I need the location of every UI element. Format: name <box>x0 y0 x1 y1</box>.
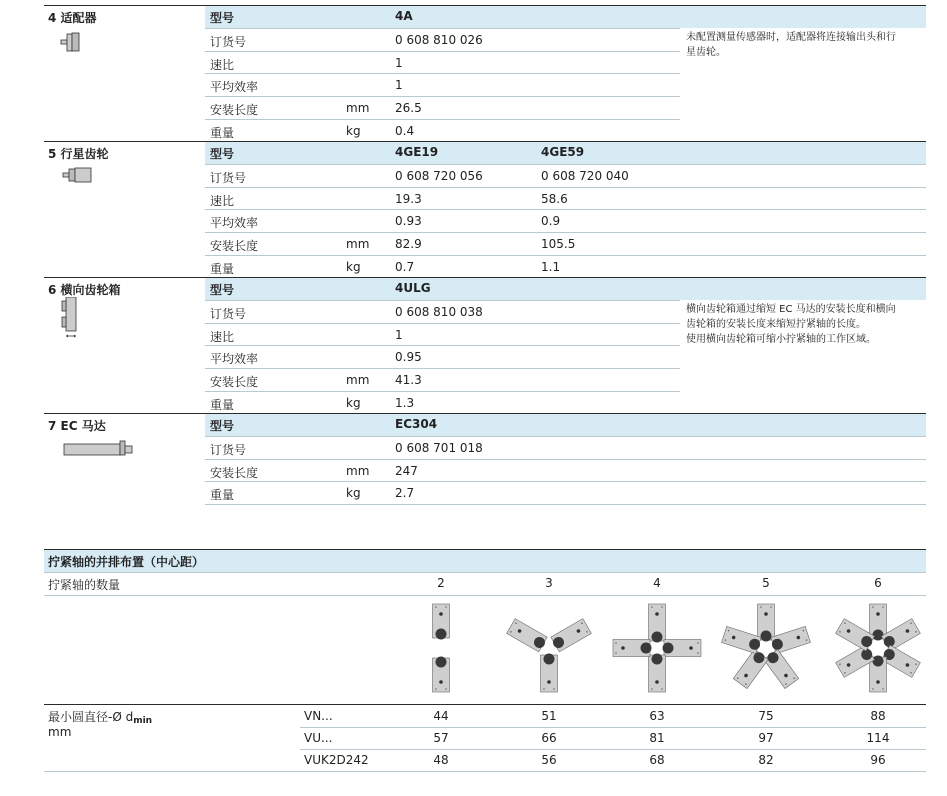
spindle-arrangement-4-icon <box>609 600 705 696</box>
row-rule <box>205 119 680 120</box>
count-label: 拧紧轴的数量 <box>48 578 121 592</box>
row-value: 2.7 <box>395 486 415 501</box>
min-diameter-value: 57 <box>433 731 449 745</box>
row-label: 安装长度 <box>210 375 259 389</box>
row-rule <box>205 323 680 324</box>
adapter-icon <box>60 30 84 54</box>
min-diameter-value: 63 <box>649 709 665 723</box>
type-value: 4GE59 <box>541 145 585 159</box>
row-rule <box>205 436 926 437</box>
min-diameter-subscript: min <box>133 716 153 726</box>
row-value: 1 <box>395 327 403 342</box>
row-label: 平均效率 <box>210 216 259 231</box>
row-label: 重量 <box>210 397 235 412</box>
min-diameter-value: 97 <box>758 731 774 745</box>
row-rule <box>205 187 926 188</box>
row-label: 订货号 <box>210 306 247 321</box>
row-value: 0 608 720 040 <box>541 168 629 183</box>
row-rule <box>205 345 680 346</box>
row-rule <box>205 51 680 52</box>
spindle-arrangement-2-icon <box>393 600 489 696</box>
row-value: 1.1 <box>541 259 561 274</box>
row-unit: mm <box>346 237 370 251</box>
row-rule <box>205 209 926 210</box>
spindle-count: 2 <box>437 576 445 590</box>
row-rule <box>205 164 926 165</box>
row-value: 0 608 810 038 <box>395 304 483 319</box>
min-diameter-value: 75 <box>758 709 774 723</box>
row-label: 重量 <box>210 261 235 276</box>
spindle-count: 6 <box>874 576 882 590</box>
values-top-rule <box>44 704 926 705</box>
row-value: 0.7 <box>395 259 415 274</box>
spindle-arrangement-6-icon <box>830 600 926 696</box>
row-label: 速比 <box>210 57 235 72</box>
min-diameter-value: 96 <box>870 753 886 767</box>
section-note: 横向齿轮箱通过缩短 EC 马达的安装长度和横向 齿轮箱的安装长度来缩短拧紧轴的长度。 使用横向齿轮箱可缩小拧紧轴的工作区域。 <box>686 304 896 345</box>
min-diameter-value: 88 <box>870 709 886 723</box>
row-label: 速比 <box>210 329 235 344</box>
row-rule <box>205 481 926 482</box>
row-label: 平均效率 <box>210 352 259 367</box>
type-header-band <box>205 6 926 28</box>
spindle-arrangement-3-icon <box>501 600 597 696</box>
row-rule <box>205 300 680 301</box>
row-value: 0 608 810 026 <box>395 32 483 47</box>
row-unit: mm <box>346 373 370 387</box>
min-diameter-label <box>48 708 152 726</box>
row-rule <box>205 391 680 392</box>
count-row-rule <box>44 572 926 573</box>
min-diameter-value: 48 <box>433 753 449 767</box>
row-rule <box>205 28 680 29</box>
planetary-gear-icon <box>62 166 96 184</box>
row-value: 0 608 720 056 <box>395 168 483 183</box>
spindle-count: 4 <box>653 576 661 590</box>
type-value: 4ULG <box>395 281 431 295</box>
row-value: 26.5 <box>395 101 422 115</box>
section-title: 7 EC 马达 <box>48 419 106 433</box>
spindle-arrangement-5-icon <box>718 600 814 696</box>
row-unit: mm <box>346 101 370 115</box>
row-value: 82.9 <box>395 237 422 251</box>
row-value: 1 <box>395 78 403 93</box>
section-note: 未配置测量传感器时，适配器将连接输出头和行 星齿轮。 <box>686 32 896 58</box>
min-diameter-value: 56 <box>541 753 557 767</box>
type-header-band <box>205 414 926 436</box>
section-title: 6 横向齿轮箱 <box>48 283 121 297</box>
min-diameter-value: 82 <box>758 753 774 767</box>
row-rule <box>205 255 926 256</box>
type-value: 4GE19 <box>395 145 439 159</box>
row-label: 平均效率 <box>210 80 259 95</box>
min-diameter-value: 68 <box>649 753 665 767</box>
type-label: 型号 <box>210 11 235 25</box>
spindle-count: 5 <box>762 576 770 590</box>
min-diameter-value: 81 <box>649 731 665 745</box>
spindle-type: VUK2D242 <box>304 753 369 767</box>
row-value: 1 <box>395 55 403 70</box>
row-label: 安装长度 <box>210 465 259 480</box>
min-diameter-value: 114 <box>866 731 890 745</box>
min-diameter-value: 44 <box>433 709 449 723</box>
row-value: 247 <box>395 463 418 478</box>
type-value: 4A <box>395 9 413 23</box>
spindle-type: VN... <box>304 709 333 723</box>
images-top-rule <box>44 595 926 596</box>
row-rule <box>205 368 680 369</box>
row-value: 105.5 <box>541 237 576 251</box>
row-unit: kg <box>346 123 361 138</box>
row-value: 0 608 701 018 <box>395 440 483 455</box>
layout-title: 拧紧轴的并排布置（中心距） <box>48 555 205 569</box>
spindle-type: VU... <box>304 731 333 745</box>
row-label: 速比 <box>210 193 235 208</box>
row-unit: kg <box>346 259 361 274</box>
min-diameter-text: 最小圆直径-Ø d <box>48 710 134 724</box>
row-label: 安装长度 <box>210 239 259 253</box>
type-label: 型号 <box>210 419 235 433</box>
row-label: 重量 <box>210 125 235 140</box>
row-value: 0.93 <box>395 214 422 229</box>
layout-bottom-rule <box>44 771 926 772</box>
offset-gearbox-icon <box>60 297 82 341</box>
row-unit: kg <box>346 486 361 501</box>
row-rule <box>205 459 926 460</box>
type-value: EC304 <box>395 417 438 431</box>
row-label: 订货号 <box>210 34 247 49</box>
row-value: 0.9 <box>541 214 561 229</box>
diameter-row-rule <box>300 749 926 750</box>
diameter-row-rule <box>300 727 926 728</box>
spindle-count: 3 <box>545 576 553 590</box>
section-title: 4 适配器 <box>48 11 97 25</box>
row-label: 安装长度 <box>210 103 259 117</box>
min-diameter-unit: mm <box>48 725 72 739</box>
row-label: 订货号 <box>210 170 247 185</box>
row-label: 订货号 <box>210 442 247 457</box>
min-diameter-value: 66 <box>541 731 557 745</box>
type-label: 型号 <box>210 283 235 297</box>
row-value: 19.3 <box>395 191 422 206</box>
row-unit: kg <box>346 395 361 410</box>
type-header-band <box>205 278 926 300</box>
row-rule <box>205 96 680 97</box>
ec-motor-icon <box>62 439 134 459</box>
min-diameter-value: 51 <box>541 709 557 723</box>
row-value: 41.3 <box>395 373 422 387</box>
row-value: 1.3 <box>395 395 415 410</box>
type-label: 型号 <box>210 147 235 161</box>
row-rule <box>205 232 926 233</box>
row-unit: mm <box>346 463 370 478</box>
row-value: 58.6 <box>541 191 568 206</box>
section-title: 5 行星齿轮 <box>48 147 109 161</box>
row-value: 0.4 <box>395 123 415 138</box>
row-value: 0.95 <box>395 350 422 365</box>
row-rule <box>205 73 680 74</box>
section-bottom-rule <box>205 504 926 505</box>
row-label: 重量 <box>210 488 235 503</box>
